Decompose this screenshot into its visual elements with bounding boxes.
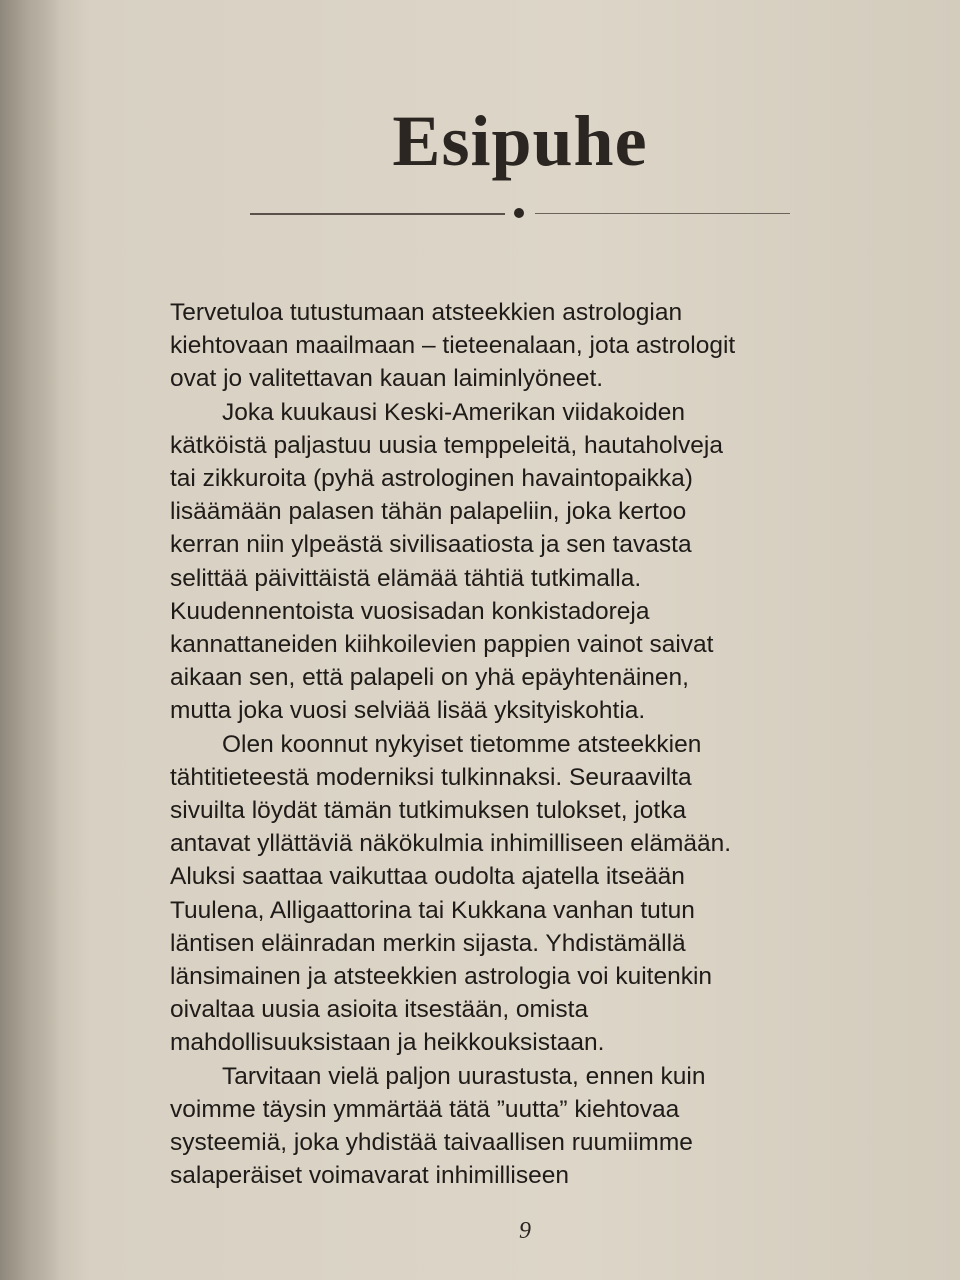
paragraph bbox=[170, 296, 870, 396]
text-line: tähtitieteestä moderniksi tulkinnaksi. Seuraavilta bbox=[170, 763, 692, 791]
page-number: 9 bbox=[519, 1218, 531, 1244]
paragraph bbox=[170, 1060, 870, 1193]
text-line: Joka kuukausi Keski-Amerikan viidakoiden bbox=[222, 398, 685, 426]
body-text bbox=[170, 296, 870, 1192]
divider-dot bbox=[514, 208, 524, 218]
title-divider bbox=[250, 205, 790, 221]
text-line: selittää päivittäistä elämää tähtiä tutkimalla. bbox=[170, 564, 642, 592]
text-line: lisäämään palasen tähän palapeliin, joka kertoo bbox=[170, 498, 687, 526]
paragraph bbox=[170, 396, 870, 728]
text-line: antavat yllättäviä näkökulmia inhimilliseen elämään. bbox=[170, 830, 732, 858]
text-line: Kuudennentoista vuosisadan konkistadoreja bbox=[170, 597, 650, 625]
divider-line-right bbox=[535, 213, 790, 214]
paragraph bbox=[170, 728, 870, 1060]
text-line: Aluksi saattaa vaikuttaa oudolta ajatella itseään bbox=[170, 863, 685, 891]
chapter-title: Esipuhe bbox=[392, 101, 648, 181]
text-line: Tuulena, Alligaattorina tai Kukkana vanhan tutun bbox=[170, 896, 695, 924]
text-line: tai zikkuroita (pyhä astrologinen havaintopaikka) bbox=[170, 465, 693, 493]
text-line: kerran niin ylpeästä sivilisaatiosta ja sen tavasta bbox=[170, 531, 692, 559]
text-line: aikaan sen, että palapeli on yhä epäyhtenäinen, bbox=[170, 664, 689, 692]
text-line: mahdollisuuksistaan ja heikkouksistaan. bbox=[170, 1029, 605, 1057]
text-line: oivaltaa uusia asioita itsestään, omista bbox=[170, 996, 589, 1024]
text-line: kannattaneiden kiihkoilevien pappien vainot saivat bbox=[170, 631, 714, 659]
text-line: länsimainen ja atsteekkien astrologia voi kuitenkin bbox=[170, 963, 713, 991]
text-line: systeemiä, joka yhdistää taivaallisen ruumiimme bbox=[170, 1129, 693, 1157]
text-line: ovat jo valitettavan kauan laiminlyöneet. bbox=[170, 365, 604, 393]
text-line: Tarvitaan vielä paljon uurastusta, ennen kuin bbox=[222, 1062, 706, 1090]
text-line: kätköistä paljastuu uusia temppeleitä, hautaholveja bbox=[170, 431, 723, 459]
divider-line-left bbox=[250, 213, 505, 215]
text-line: salaperäiset voimavarat inhimilliseen bbox=[170, 1162, 569, 1190]
text-line: Olen koonnut nykyiset tietomme atsteekkien bbox=[222, 730, 702, 758]
text-line: voimme täysin ymmärtää tätä ”uutta” kiehtovaa bbox=[170, 1095, 680, 1123]
text-line: sivuilta löydät tämän tutkimuksen tulokset, jotka bbox=[170, 797, 687, 825]
page-gutter bbox=[0, 0, 60, 1280]
text-line: läntisen eläinradan merkin sijasta. Yhdistämällä bbox=[170, 929, 686, 957]
text-line: Tervetuloa tutustumaan atsteekkien astrologian bbox=[170, 299, 683, 326]
text-line: kiehtovaan maailmaan – tieteenalaan, jota astrologit bbox=[170, 332, 736, 360]
text-line: mutta joka vuosi selviää lisää yksityiskohtia. bbox=[170, 697, 646, 725]
